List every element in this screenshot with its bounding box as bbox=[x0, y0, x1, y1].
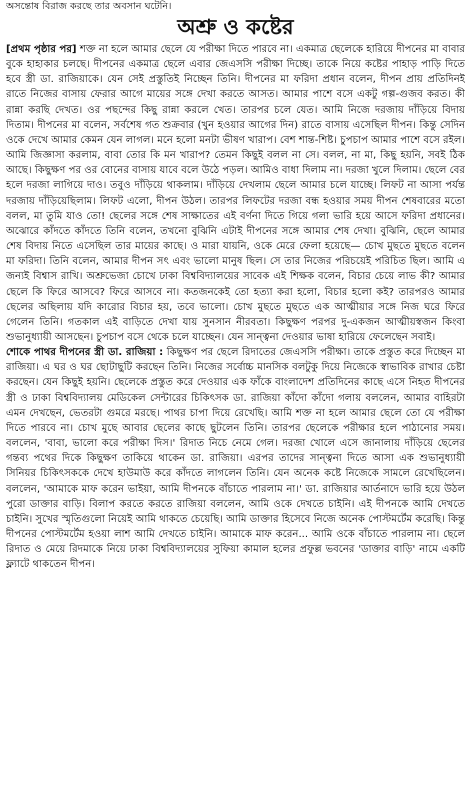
paragraph-first-text: শক্ত না হলে আমার ছেলে যে পরীক্ষা দিতে পারবে না। একমাত্র ছেলেকে হারিয়ে দীপনের মা বাবার বুকে হাহাকার চলছে। দীপনের একমাত্র ছেলে এবার জেএসসি পরীক্ষা দিচ্ছে। তাকে নিয়ে কষ্টের পাহাড় পাড়ি দিতে হবে স্ত্রী ডা. রাজিয়াকে। যেন সেই প্রস্তুতিই নিচ্ছেন তিনি। দীপনের মা ফরিদা প্রধান বলেন, দীপন প্রায় প্রতিদিনই রাতে নিজের বাসায় ফেরার আগে মায়ের সঙ্গে দেখা করতে আসত। আমার পাশে বসে একটু গল্প-গুজব করত। কী রান্না করছি দেখত। ওর পছন্দের কিছু রান্না করলে খেত। তারপর চলে যেত। আমি নিজে দরজায় দাঁড়িয়ে বিদায় দিতাম। দীপনের মা বলেন, সর্বশেষ গত শুক্রবার (খুন হওয়ার আগের দিন) রাতে বাসায় এসেছিল দীপন। কিন্তু সেদিন ওকে দেখে আমার কেমন যেন লাগল। মনে হলো মনটা ভীষণ খারাপ। বেশ শান্ত-শিষ্ট। চুপচাপ আমার পাশে বসে রইল। আমি জিজ্ঞাসা করলাম, বাবা তোর কি মন খারাপ? তেমন কিছুই বলল না সে। বলল, না মা, কিছু হয়নি, সবই ঠিক আছে। কিছুক্ষণ পর ওর বোনের বাসায় যাবে বলে উঠে পড়ল। আমিও বাধা দিলাম না। দরজা খুলে দিলাম। ছেলে বের হলে দরজা লাগিয়ে দাও। তবুও দাঁড়িয়ে থাকলাম। দাঁড়িয়ে দেখলাম ছেলে আমার চলে যাচ্ছে। লিফট না আসা পর্যন্ত দরজায় দাঁড়িয়েছিলাম। লিফট এলো, দীপন উঠল। তারপর লিফটের দরজা বন্ধ হওয়ার সময় দীপন শেষবারের মতো বলল, মা তুমি যাও তো! ছেলের সঙ্গে শেষ সাক্ষাতের এই বর্ণনা দিতে গিয়ে গলা ভারি হয়ে আসে ফরিদা প্রধানের। অঝোরে কাঁদতে কাঁদতে তিনি বলেন, তখনো বুঝিনি এটাই দীপনের সঙ্গে আমার শেষ দেখা। বুঝিনি, ছেলে আমার শেষ বিদায় নিতে এসেছিল তার মায়ের কাছে। ও মারা যায়নি, ওকে মেরে ফেলা হয়েছে— চোখ মুছতে মুছতে বলেন মা ফরিদা। তিনি বলেন, আমার দীপন সৎ এবং ভালো মানুষ ছিল। সে তার নিজের পরিচয়েই পরিচিত ছিল। আমি এ জন্যই বিশ্বাস রাখি। অশ্রুভেজা চোখে ঢাকা বিশ্ববিদ্যালয়ের সাবেক এই শিক্ষক বলেন, বিচার চেয়ে লাভ কী? আমার ছেলে কি ফিরে আসবে? ফিরে আসবে না। কতজনকেই তো হত্যা করা হলো, বিচার হলো কই? তারপরও আমার ছেলের অছিলায় যদি কারোর বিচার হয়, তবে ভালো। চোখ মুছতে মুছতে এক আত্মীয়ার সঙ্গে নিজ ঘরে ফিরে গেলেন তিনি। গতকাল এই বাড়িতে দেখা যায় সুনসান নীরবতা। কিছুক্ষণ পরপর দু-একজন আত্মীয়স্বজন কিংবা শুভানুধ্যায়ী আসছেন। চুপচাপ বসে থেকে চলে যাচ্ছেন। যেন সান্ত্বনা দেওয়ার ভাষা হারিয়ে ফেলেছেন সবাই। bbox=[6, 44, 465, 343]
paragraph-second-text: কিছুক্ষণ পর ছেলে রিদাতের জেএসসি পরীক্ষা। তাকে প্রস্তুত করে দিচ্ছেন মা রাজিয়া। এ ঘর ও ঘর ছোটাছুটি করছেন তিনি। নিজের সর্বোচ্চ মানসিক বলটুকু দিয়ে নিজেকে স্বাভাবিক রাখার চেষ্টা করছেন। যেন কিছুই হয়নি। ছেলেকে প্রস্তুত করে দেওয়ার এক ফাঁকে বাংলাদেশ প্রতিদিনের কাছে এসে নিহত দীপনের স্ত্রী ও ঢাকা বিশ্ববিদ্যালয় মেডিকেল সেন্টারের চিকিৎসক ডা. রাজিয়া কাঁদো কাঁদো গলায় বললেন, আমার বাহিরটা এমন দেখছেন, ভেতরটা গুমরে মরছে। পাথর চাপা দিয়ে রেখেছি। আমি শক্ত না হলে আমার ছেলে তো যে পরীক্ষা দিতে পারবে না। চোখ মুছে আবার ছেলের কাছে ছুটলেন তিনি। তারপর ছেলেকে পরীক্ষার হলে পাঠানোর সময়। বললেন, 'বাবা, ভালো করে পরীক্ষা দিস।' রিদাত নিচে নেমে গেল। দরজা খোলে এসে জানালায় দাঁড়িয়ে ছেলের গন্তব্য পথের দিকে কিছুক্ষণ তাকিয়ে থাকেন ডা. রাজিয়া। এরপর তাদের সান্ত্বনা দিতে আসা এক শুভানুধ্যায়ী সিনিয়র চিকিৎসককে দেখে হাউমাউ করে কাঁদতে লাগলেন তিনি। যেন অনেক কষ্টে নিজেকে সামলে রেখেছিলেন। বললেন, 'আমাকে মাফ করেন ভাইয়া, আমি দীপনকে বাঁচাতে পারলাম না।' ডা. রাজিয়ার আর্তনাদে ভারি হয়ে উঠল পুরো ডাক্তার বাড়ি। বিলাপ করতে করতে রাজিয়া বললেন, আমি ওকে দেখতে চাইনি। এই দীপনকে আমি দেখতে চাইনি। সুখের স্মৃতিগুলো নিয়েই আমি থাকতে চেয়েছি। আমি ডাক্তার হিসেবে নিজে অনেক পোস্টমর্টেম করেছি। কিন্তু দীপনের পোস্টমর্টেম হওয়া লাশ আমি দেখতে চাইনি। আমাকে মাফ করেন... আমি ওকে বাঁচাতে পারলাম না। ছেলে রিদাত ও মেয়ে রিদমাকে নিয়ে ঢাকা বিশ্ববিদ্যালয়ের সুফিয়া কামাল হলের প্রফুল্ল ভবনের 'ডাক্তার বাড়ি' নামে একটি ফ্ল্যাটে থাকতেন দীপন। bbox=[6, 347, 465, 571]
previous-article-fragment: অসন্তোষ বিরাজ করছে তার অবসান ঘটেনি। bbox=[6, 1, 172, 12]
section-subhead: শোকে পাথর দীপনের স্ত্রী ডা. রাজিয়া : bbox=[6, 347, 164, 359]
paragraph-first bbox=[6, 42, 465, 345]
article-body bbox=[6, 42, 465, 802]
continuation-kicker: [প্রথম পৃষ্ঠার পর] bbox=[6, 44, 77, 55]
paragraph-second bbox=[6, 345, 465, 572]
article-headline: অশ্রু ও কষ্টের bbox=[177, 14, 294, 39]
